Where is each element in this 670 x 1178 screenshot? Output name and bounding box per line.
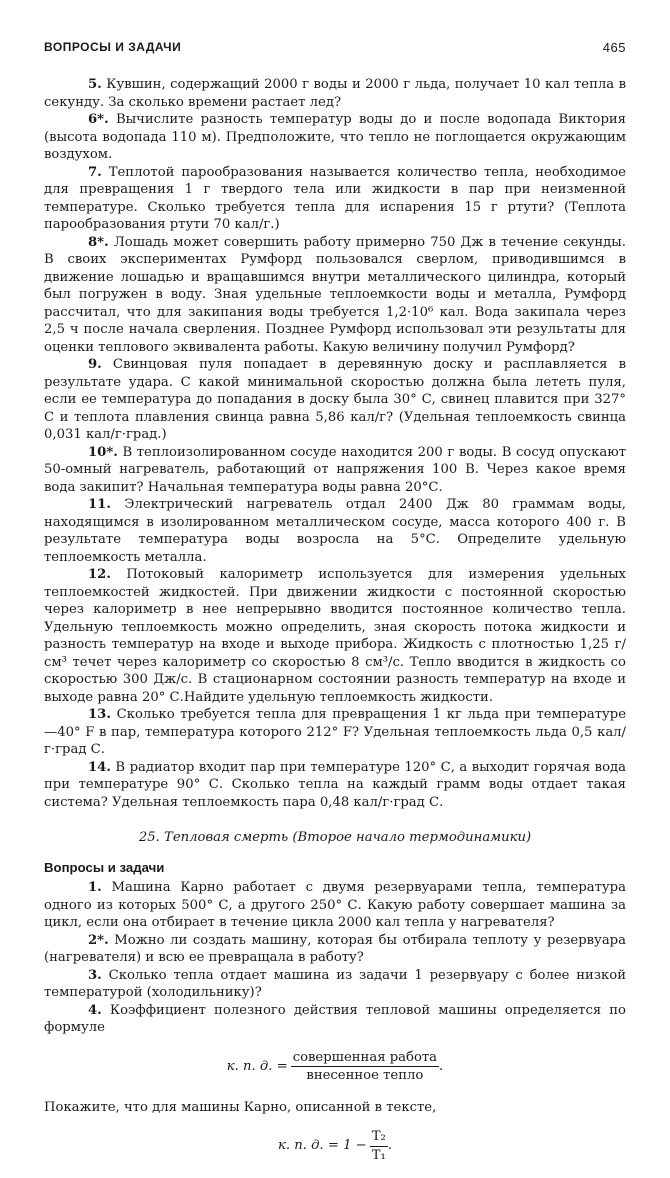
problem-number: 4.: [88, 1002, 102, 1018]
problem: [44, 932, 626, 967]
problem-text: Свинцовая пуля попадает в деревянную доску и расплавляется в результате удара. С какой минимальной скоростью должна была лететь пуля, если ее температура до попадания в доску была 30° С, свинец плавится при 327° С и теплота плавления свинца равна 5,86 кал/г? (Удельная теплоемкость свинца 0,031 кал/г·град.): [44, 357, 626, 442]
problem-number: 6*.: [88, 112, 109, 127]
section-title: 25. Тепловая смерть (Второе начало термодинамики): [138, 830, 532, 845]
problem-text: Потоковый калориметр используется для измерения удельных теплоемкостей жидкостей. При движении жидкости с постоянной скоростью через калориметр в нее непрерывно вводится постоянное количество тепла. Удельную теплоемкость можно определить, зная скорость потока жидкости и разность температур на входе и выходе прибора. Жидкость с плотностью 1,25 г/см³ течет через калориметр со скоростью 8 см³/с. Тепло вводится в жидкость со скоростью 300 Дж/с. В стационарном состоянии разность температур на входе и выходе равна 20° С.Найдите удельную теплоемкость жидкости.: [44, 567, 626, 705]
carnot-numerator: T₂: [370, 1128, 388, 1147]
problem: [44, 566, 626, 706]
problem-text: Кувшин, содержащий 2000 г воды и 2000 г льда, получает 10 кал тепла в секунду. За сколько времени растает лед?: [44, 77, 626, 110]
problem: [44, 444, 626, 497]
problem-text: Коэффициент полезного действия тепловой машины определяется по формуле: [44, 1002, 626, 1035]
problem: [44, 759, 626, 812]
problem-number: 10*.: [88, 444, 118, 460]
formula-fraction: [291, 1049, 439, 1085]
problem-list-a: [44, 76, 626, 811]
problem-text: Лошадь может совершить работу примерно 750 Дж в течение секунды. В своих экспериментах Румфорд пользовался сверлом, приводившимся в движение лошадью и вращавшимся внутри металлического цилиндра, который был погружен в воду. Зная удельные теплоемкости воды и металла, Румфорд рассчитал, что для закипания воды требуется 1,2·10⁶ кал. Вода закипала через 2,5 ч после начала сверления. Позднее Румфорд использовал эти результаты для оценки теплового эквивалента работы. Какую величину получил Румфорд?: [44, 234, 626, 355]
problem-text: Машина Карно работает с двумя резервуарами тепла, температура одного из которых 500° С, а другого 250° С. Какую работу совершает машина за цикл, если она отбирает в течение цикла 2000 кал тепла у нагревателя?: [44, 880, 626, 930]
page-number: 465: [602, 40, 626, 55]
page-header: [44, 40, 626, 58]
problem-text: Сколько тепла отдает машина из задачи 1 резервуару с более низкой температурой (холодильнику)?: [44, 967, 626, 1000]
problem-text: Вычислите разность температур воды до и после водопада Виктория (высота водопада 110 м). Предположите, что тепло не поглощается окружающим воздухом.: [44, 112, 626, 162]
problem-text: Сколько требуется тепла для превращения 1 кг льда при температуре —40° F в пар, температура которого 212° F? Удельная теплоемкость льда 0,5 кал/г·град С.: [44, 707, 626, 757]
carnot-end: .: [387, 1138, 393, 1154]
problem: [44, 1002, 626, 1037]
formula-lhs: к. п. д. =: [226, 1058, 288, 1074]
problem: [44, 706, 626, 759]
problem: [44, 879, 626, 932]
carnot-lhs: к. п. д. = 1 −: [277, 1138, 367, 1154]
problem: [44, 967, 626, 1002]
problem: [44, 496, 626, 566]
formula-numerator: совершенная работа: [291, 1049, 439, 1068]
problem-number: 12.: [88, 567, 111, 582]
problem-number: 7.: [88, 164, 102, 180]
formula-end: .: [439, 1058, 444, 1074]
problem-number: 13.: [88, 707, 111, 722]
closing-text: Покажите, что для машины Карно, описанной в тексте,: [44, 1099, 437, 1115]
problem-number: 8*.: [88, 234, 109, 250]
carnot-denominator: T₁: [371, 1147, 386, 1163]
problem: [44, 164, 626, 234]
problem-number: 3.: [88, 967, 102, 983]
problem: [44, 356, 626, 444]
page-content: [44, 76, 626, 1178]
subheading: Вопросы и задачи: [44, 859, 165, 875]
problem-number: 1.: [88, 880, 102, 895]
carnot-fraction: [370, 1128, 388, 1164]
problem: [44, 111, 626, 164]
problem-text: Можно ли создать машину, которая бы отбирала теплоту у резервуара (нагревателя) и всю ее превращала в работу?: [44, 932, 626, 965]
running-title: ВОПРОСЫ И ЗАДАЧИ: [44, 40, 182, 54]
problem: [44, 234, 626, 357]
efficiency-formula: [44, 1049, 626, 1085]
problem-text: В радиатор входит пар при температуре 120° С, а выходит горячая вода при температуре 90° С. Сколько тепла на каждый грамм воды отдает такая система? Удельная теплоемкость пара 0,48 кал/г·град С.: [44, 759, 626, 810]
problem-text: Теплотой парообразования называется количество тепла, необходимое для превращения 1 г твердого тела или жидкости в пар при неизменной температуре. Сколько требуется тепла для испарения 15 г ртути? (Теплота парообразования ртути 70 кал/г.): [44, 164, 626, 232]
problem-number: 11.: [88, 497, 111, 512]
problem-number: 2*.: [88, 932, 109, 948]
problem: [44, 76, 626, 111]
formula-denominator: внесенное тепло: [306, 1068, 424, 1083]
carnot-formula: [44, 1128, 626, 1164]
problem-number: 5.: [88, 77, 102, 92]
problem-text: Электрический нагреватель отдал 2400 Дж 80 граммам воды, находящимся в изолированном металлическом сосуде, масса которого 400 г. В результате температура воды возросла на 5°С. Определите удельную теплоемкость металла.: [44, 497, 626, 565]
problem-number: 9.: [88, 357, 102, 372]
problem-text: В теплоизолированном сосуде находится 200 г воды. В сосуд опускают 50-омный нагреватель, работающий от напряжения 100 В. Через какое время вода закипит? Начальная температура воды равна 20°С.: [44, 444, 626, 495]
problem-number: 14.: [88, 759, 111, 775]
problem-list-b: [44, 879, 626, 1037]
